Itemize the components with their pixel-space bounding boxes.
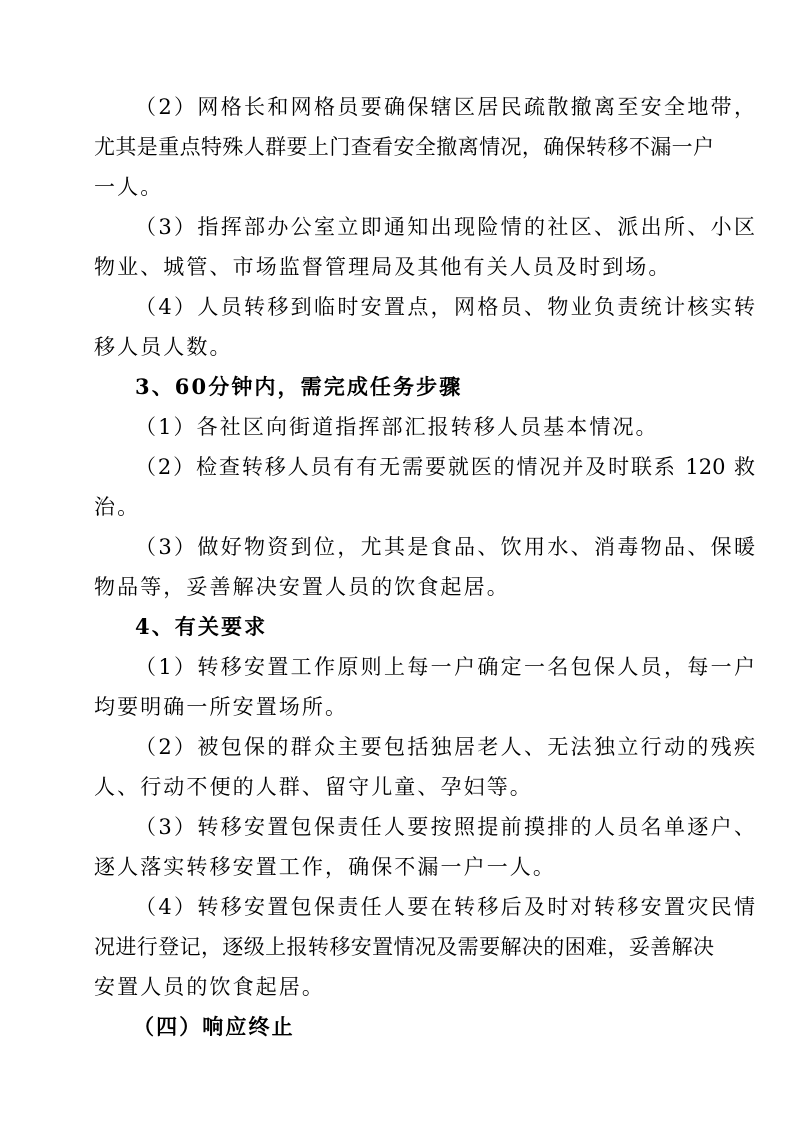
paragraph-line: （4）转移安置包保责任人要在转移后及时对转移安置灾民情	[135, 895, 755, 919]
paragraph-line: （2）检查转移人员有有无需要就医的情况并及时联系 120 救	[135, 455, 755, 479]
paragraph-line: （4）人员转移到临时安置点，网格员、物业负责统计核实转	[135, 295, 755, 319]
paragraph-line: 物品等，妥善解决安置人员的饮食起居。	[94, 575, 510, 599]
paragraph-line: 物业、城管、市场监督管理局及其他有关人员及时到场。	[94, 255, 672, 279]
paragraph-line: 况进行登记，逐级上报转移安置情况及需要解决的困难，妥善解决	[94, 935, 714, 959]
paragraph-line: 安置人员的饮食起居。	[94, 975, 325, 999]
paragraph-line: （2）被包保的群众主要包括独居老人、无法独立行动的残疾	[135, 735, 755, 759]
paragraph-line: （3）做好物资到位，尤其是食品、饮用水、消毒物品、保暖	[135, 535, 755, 559]
paragraph-line: （2）网格长和网格员要确保辖区居民疏散撤离至安全地带，	[135, 95, 755, 119]
paragraph-line: （3）转移安置包保责任人要按照提前摸排的人员名单逐户、	[135, 815, 755, 839]
paragraph-line: 逐人落实转移安置工作，确保不漏一户一人。	[94, 855, 556, 879]
paragraph-line: 均要明确一所安置场所。	[94, 695, 349, 719]
paragraph-line: （1）转移安置工作原则上每一户确定一名包保人员，每一户	[135, 655, 755, 679]
paragraph-line: 一人。	[94, 175, 164, 199]
section-heading: （四）响应终止	[133, 1014, 295, 1039]
section-heading: 3、60分钟内，需完成任务步骤	[135, 374, 463, 399]
section-heading: 4、有关要求	[135, 614, 268, 639]
paragraph-line: （1）各社区向街道指挥部汇报转移人员基本情况。	[135, 415, 659, 439]
paragraph-line: 人、行动不便的人群、留守儿童、孕妇等。	[94, 775, 533, 799]
paragraph-line: （3）指挥部办公室立即通知出现险情的社区、派出所、小区	[135, 215, 755, 239]
paragraph-line: 移人员人数。	[94, 335, 233, 359]
paragraph-line: 尤其是重点特殊人群要上门查看安全撤离情况，确保转移不漏一户	[94, 135, 714, 159]
paragraph-line: 治。	[94, 495, 141, 519]
